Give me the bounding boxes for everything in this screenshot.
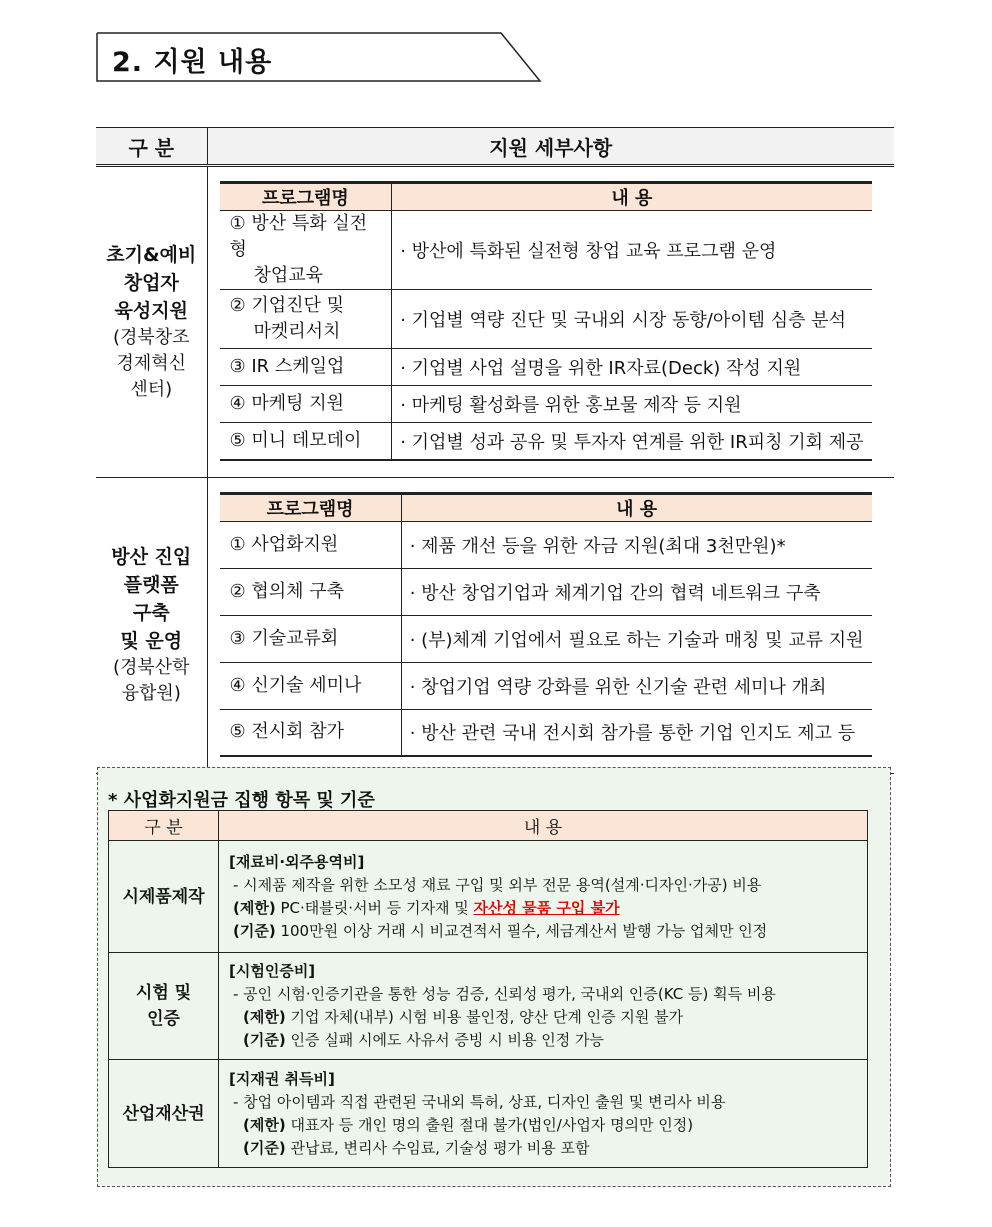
- criteria-category: [109, 953, 219, 1060]
- org-line: (경북창조: [112, 326, 190, 348]
- criteria-limit: [229, 1114, 859, 1137]
- section-category: [96, 166, 207, 478]
- program-header: 프로그램명: [220, 183, 392, 211]
- program-content: · 기업별 역량 진단 및 국내외 시장 동향/아이템 심층 분석: [392, 290, 872, 349]
- criteria-row: [109, 841, 868, 953]
- program-name-line: ② 기업진단 및: [229, 295, 345, 316]
- support-content-table: [96, 127, 894, 774]
- program-row: [220, 211, 872, 290]
- criteria-category: 산업재산권: [109, 1060, 219, 1168]
- section-details: [207, 477, 894, 774]
- program-table: [220, 492, 872, 758]
- program-content: · 방산에 특화된 실전형 창업 교육 프로그램 운영: [392, 211, 872, 290]
- category-line: 창업자: [123, 271, 179, 294]
- criteria-standard: [229, 1029, 859, 1052]
- section-title: 2. 지원 내용: [112, 47, 273, 78]
- standard-text: 관납료, 변리사 수임료, 기술성 평가 비용 포함: [285, 1138, 590, 1157]
- program-content: · (부)체계 기업에서 필요로 하는 기술과 매칭 및 교류 지원: [401, 615, 871, 662]
- standard-label: (기준): [243, 1031, 286, 1049]
- standard-text: 100만원 이상 거래 시 비교견적서 필수, 세금계산서 발행 가능 업체만 인정: [275, 921, 768, 940]
- standard-label: (기준): [243, 1138, 286, 1157]
- org-line: 센터): [130, 378, 173, 400]
- section-title-box: [96, 32, 542, 82]
- criteria-standard: [229, 920, 859, 943]
- limit-label: (제한): [243, 1115, 286, 1134]
- limit-emphasis: 자산성 물품 구입 불가: [473, 898, 620, 917]
- program-name: ③ IR 스케일업: [220, 349, 392, 386]
- content-header: 내 용: [392, 183, 872, 211]
- program-row: [220, 615, 872, 662]
- limit-text: 대표자 등 개인 명의 출원 절대 불가(법인/사업자 명의만 인정): [285, 1115, 694, 1134]
- criteria-limit: [229, 897, 859, 920]
- category-line: 및 운영: [120, 630, 183, 653]
- program-name: ① 사업화지원: [220, 521, 402, 568]
- program-header-row: [220, 493, 872, 521]
- program-name: [220, 211, 392, 290]
- program-row: [220, 349, 872, 386]
- criteria-details: [219, 953, 868, 1060]
- note-header-category: 구 분: [109, 811, 219, 841]
- criteria-limit: [229, 1006, 859, 1029]
- criteria-heading: [시험인증비]: [229, 962, 316, 980]
- program-name: ④ 마케팅 지원: [220, 386, 392, 423]
- program-row: [220, 290, 872, 349]
- limit-text: PC·태블릿·서버 등 기자재 및: [275, 898, 474, 917]
- criteria-details: [219, 841, 868, 953]
- criteria-row: [109, 1060, 868, 1168]
- limit-label: (제한): [233, 898, 276, 917]
- program-row: [220, 386, 872, 423]
- program-row: [220, 568, 872, 615]
- note-header-row: [109, 811, 868, 841]
- criteria-details: [219, 1060, 868, 1168]
- program-name: ③ 기술교류회: [220, 615, 402, 662]
- criteria-line: - 창업 아이템과 직접 관련된 국내외 특허, 상표, 디자인 출원 및 변리사 비용: [233, 1092, 726, 1111]
- section-row-startup: [96, 166, 894, 478]
- note-title: * 사업화지원금 집행 항목 및 기준: [108, 790, 375, 811]
- category-line: 육성지원: [114, 299, 188, 322]
- program-name: ④ 신기술 세미나: [220, 662, 402, 709]
- criteria-heading: [재료비·외주용역비]: [229, 852, 365, 871]
- program-name-line: 창업교육: [253, 265, 324, 286]
- category-line: 인증: [147, 1009, 180, 1029]
- section-row-platform: [96, 477, 894, 774]
- program-content: · 기업별 사업 설명을 위한 IR자료(Deck) 작성 지원: [392, 349, 872, 386]
- program-name: ② 협의체 구축: [220, 568, 402, 615]
- funding-criteria-box: [97, 767, 891, 1187]
- content-header: 내 용: [401, 493, 871, 521]
- note-header-content: 내 용: [219, 811, 868, 841]
- program-content: · 방산 관련 국내 전시회 참가를 통한 기업 인지도 제고 등: [401, 709, 871, 756]
- main-header-row: [96, 128, 894, 166]
- criteria-heading: [지재권 취득비]: [229, 1069, 335, 1088]
- funding-criteria-table: [108, 810, 868, 1168]
- org-line: 경제혁신: [116, 352, 187, 374]
- section-details: [207, 166, 894, 478]
- program-row: [220, 521, 872, 568]
- category-line: 구축: [132, 602, 170, 625]
- category-line: 시험 및: [135, 983, 192, 1003]
- program-name-line: 마켓리서치: [253, 321, 341, 342]
- program-table: [220, 181, 872, 461]
- program-name: [220, 290, 392, 349]
- category-line: 방산 진입: [111, 546, 192, 569]
- program-name-line: ① 방산 특화 실전형: [229, 213, 368, 260]
- criteria-row: [109, 953, 868, 1060]
- criteria-standard: [229, 1137, 859, 1160]
- header-category: 구 분: [96, 128, 207, 166]
- limit-text: 기업 자체(내부) 시험 비용 불인정, 양산 단계 인증 지원 불가: [285, 1008, 684, 1026]
- criteria-line: - 시제품 제작을 위한 소모성 재료 구입 및 외부 전문 용역(설계·디자인·가공) 비용: [233, 875, 762, 894]
- standard-label: (기준): [233, 921, 276, 940]
- program-row: [220, 423, 872, 460]
- org-line: (경북산학: [112, 657, 190, 679]
- program-header: 프로그램명: [220, 493, 402, 521]
- criteria-category: 시제품제작: [109, 841, 219, 953]
- category-line: 초기&예비: [106, 243, 197, 266]
- program-header-row: [220, 183, 872, 211]
- org-line: 융합원): [121, 683, 181, 705]
- criteria-line: - 공인 시험·인증기관을 통한 성능 검증, 신뢰성 평가, 국내외 인증(KC 등) 획득 비용: [233, 985, 776, 1003]
- header-details: 지원 세부사항: [207, 128, 894, 166]
- program-row: [220, 662, 872, 709]
- standard-text: 인증 실패 시에도 사유서 증빙 시 비용 인정 가능: [285, 1031, 604, 1049]
- program-name: ⑤ 전시회 참가: [220, 709, 402, 756]
- program-row: [220, 709, 872, 756]
- program-name: ⑤ 미니 데모데이: [220, 423, 392, 460]
- limit-label: (제한): [243, 1008, 286, 1026]
- program-content: · 마케팅 활성화를 위한 홍보물 제작 등 지원: [392, 386, 872, 423]
- program-content: · 방산 창업기업과 체계기업 간의 협력 네트워크 구축: [401, 568, 871, 615]
- program-content: · 기업별 성과 공유 및 투자자 연계를 위한 IR피칭 기회 제공: [392, 423, 872, 460]
- section-category: [96, 477, 207, 774]
- category-line: 플랫폼: [123, 574, 179, 597]
- program-content: · 제품 개선 등을 위한 자금 지원(최대 3천만원)*: [401, 521, 871, 568]
- program-content: · 창업기업 역량 강화를 위한 신기술 관련 세미나 개최: [401, 662, 871, 709]
